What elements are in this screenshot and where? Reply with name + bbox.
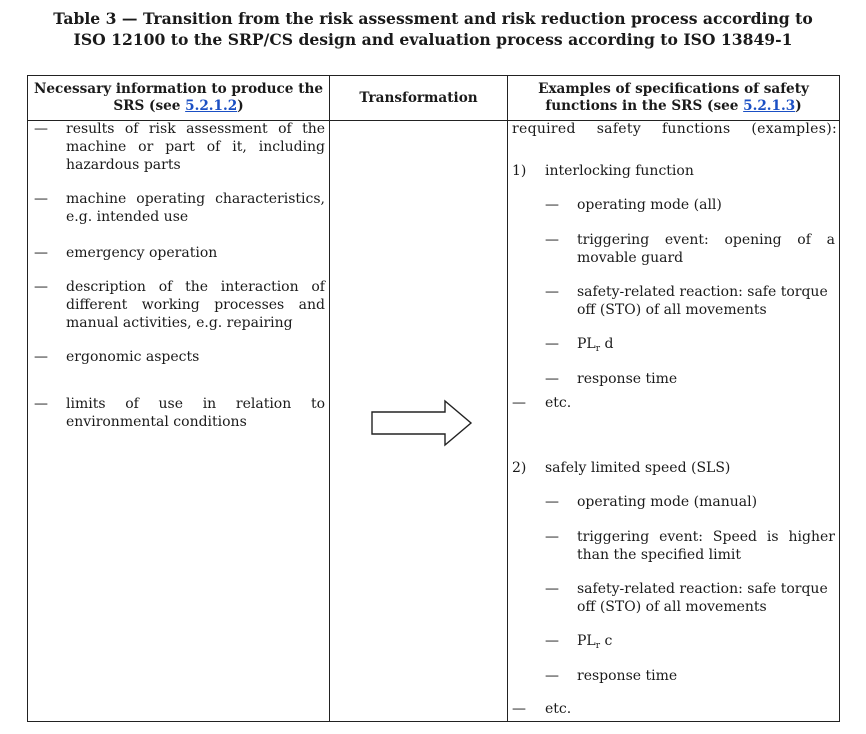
dash-bullet: — [34,396,48,412]
list-item: triggering event: opening of a [577,232,835,248]
list-item-line: off (STO) of all movements [577,302,767,318]
transformation-cell [330,121,508,722]
right-arrow-icon [370,399,474,447]
list-item-line: e.g. intended use [66,209,189,225]
list-item: results of risk assessment of the [66,121,325,137]
list-item-line: manual activities, e.g. repairing [66,315,293,331]
list-item: operating mode (all) [577,197,722,213]
dash-bullet: — [512,395,526,411]
dash-bullet: — [545,581,559,597]
etc-text: etc. [545,395,572,411]
examples-cell [508,121,840,722]
list-item-line: machine or part of it, including [66,139,325,155]
dash-bullet: — [545,284,559,300]
header-examples: Examples of specifications of safety functions in the SRS (see 5.2.1.3) [508,76,840,121]
list-item: emergency operation [66,245,218,261]
dash-bullet: — [545,633,559,649]
list-item: description of the interaction of [66,279,325,295]
dash-bullet: — [34,191,48,207]
table-title-line1: Table 3 — Transition from the risk assessment and risk reduction process according to [53,9,813,28]
list-item: triggering event: Speed is higher [577,529,835,545]
list-item: ergonomic aspects [66,349,200,365]
list-item-line: than the specified limit [577,547,741,563]
list-item: limits of use in relation to [66,396,325,412]
list-item: response time [577,371,678,387]
performance-level-required: $PL_r$ d [577,336,614,354]
function-1-name: interlocking function [545,163,694,179]
dash-bullet: — [512,701,526,717]
list-item: operating mode (manual) [577,494,758,510]
dash-bullet: — [545,668,559,684]
necessary-information-cell [28,121,330,722]
list-item-line: movable guard [577,250,684,266]
function-1-number: 1) [512,163,527,179]
list-item-line: hazardous parts [66,157,181,173]
list-item-line: different working processes and [66,297,325,313]
dash-bullet: — [545,197,559,213]
list-item: safety-related reaction: safe torque [577,581,828,597]
header-row [28,76,840,121]
function-2-name: safely limited speed (SLS) [545,460,731,476]
table-title-line2: ISO 12100 to the SRP/CS design and evaluation process according to ISO 13849-1 [73,30,793,49]
intro-text: required safety functions (examples): [512,121,837,137]
list-item: response time [577,668,678,684]
dash-bullet: — [34,279,48,295]
table-title [0,8,866,50]
performance-level-required: $PL_r$ c [577,633,613,651]
list-item-line: environmental conditions [66,414,247,430]
dash-bullet: — [545,336,559,352]
dash-bullet: — [545,494,559,510]
ref-link-5-2-1-3[interactable]: 5.2.1.3 [743,98,796,114]
list-item: safety-related reaction: safe torque [577,284,828,300]
body-row [28,121,840,722]
header-transformation: Transformation [330,76,508,121]
transition-table [27,75,840,722]
dash-bullet: — [34,121,48,137]
dash-bullet: — [34,245,48,261]
dash-bullet: — [545,232,559,248]
function-2-number: 2) [512,460,527,476]
header-necessary-information: Necessary information to produce the SRS (see 5.2.1.2) [28,76,330,121]
dash-bullet: — [34,349,48,365]
dash-bullet: — [545,529,559,545]
ref-link-5-2-1-2[interactable]: 5.2.1.2 [185,98,238,114]
list-item: machine operating characteristics, [66,191,325,207]
etc-text: etc. [545,701,572,717]
list-item-line: off (STO) of all movements [577,599,767,615]
dash-bullet: — [545,371,559,387]
